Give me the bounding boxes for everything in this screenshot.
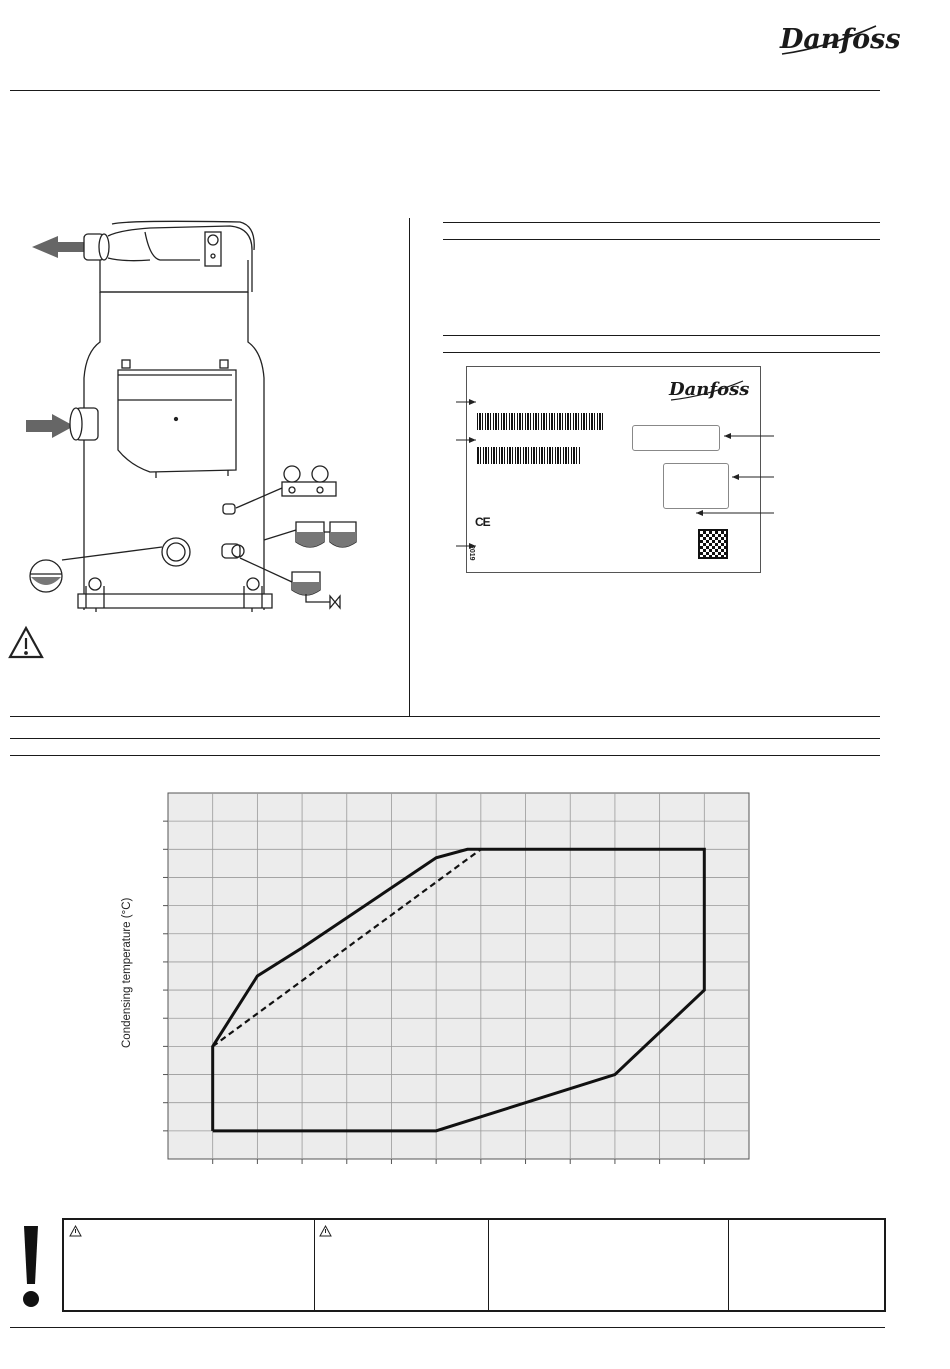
danfoss-logo-text: Danfoss [780, 24, 901, 55]
danfoss-logo [776, 14, 901, 60]
suction-arrow [26, 414, 74, 438]
section-rule-3 [10, 755, 880, 756]
warning-table [62, 1218, 886, 1312]
exclamation-icon [18, 1226, 44, 1308]
section-rule-right-1 [443, 222, 880, 223]
discharge-arrow [32, 236, 84, 258]
warning-cell-3 [488, 1220, 729, 1310]
warning-cell-2 [314, 1220, 489, 1310]
compressor-diagram [0, 210, 405, 690]
section-rule-right-2 [443, 239, 880, 240]
header-rule [10, 90, 880, 91]
section-rule-2 [10, 738, 880, 739]
ce-mark: CE [475, 515, 490, 529]
footer-rule [10, 1327, 885, 1328]
section-rule-1 [10, 716, 880, 717]
small-warning-icon [319, 1225, 332, 1237]
operating-envelope-chart [160, 785, 760, 1170]
chart-y-axis-label: Condensing temperature (°C) [121, 897, 133, 1048]
year-label: 2019 [468, 545, 475, 561]
section-rule-right-3 [443, 335, 880, 336]
small-warning-icon [69, 1225, 82, 1237]
warning-cell-4 [728, 1220, 886, 1310]
section-rule-right-4 [443, 352, 880, 353]
warning-triangle-icon [10, 628, 42, 657]
column-divider [409, 218, 410, 716]
nameplate-arrows [440, 360, 780, 570]
nameplate-logo-text: Danfoss [669, 379, 750, 400]
warning-cell-1 [64, 1220, 315, 1310]
